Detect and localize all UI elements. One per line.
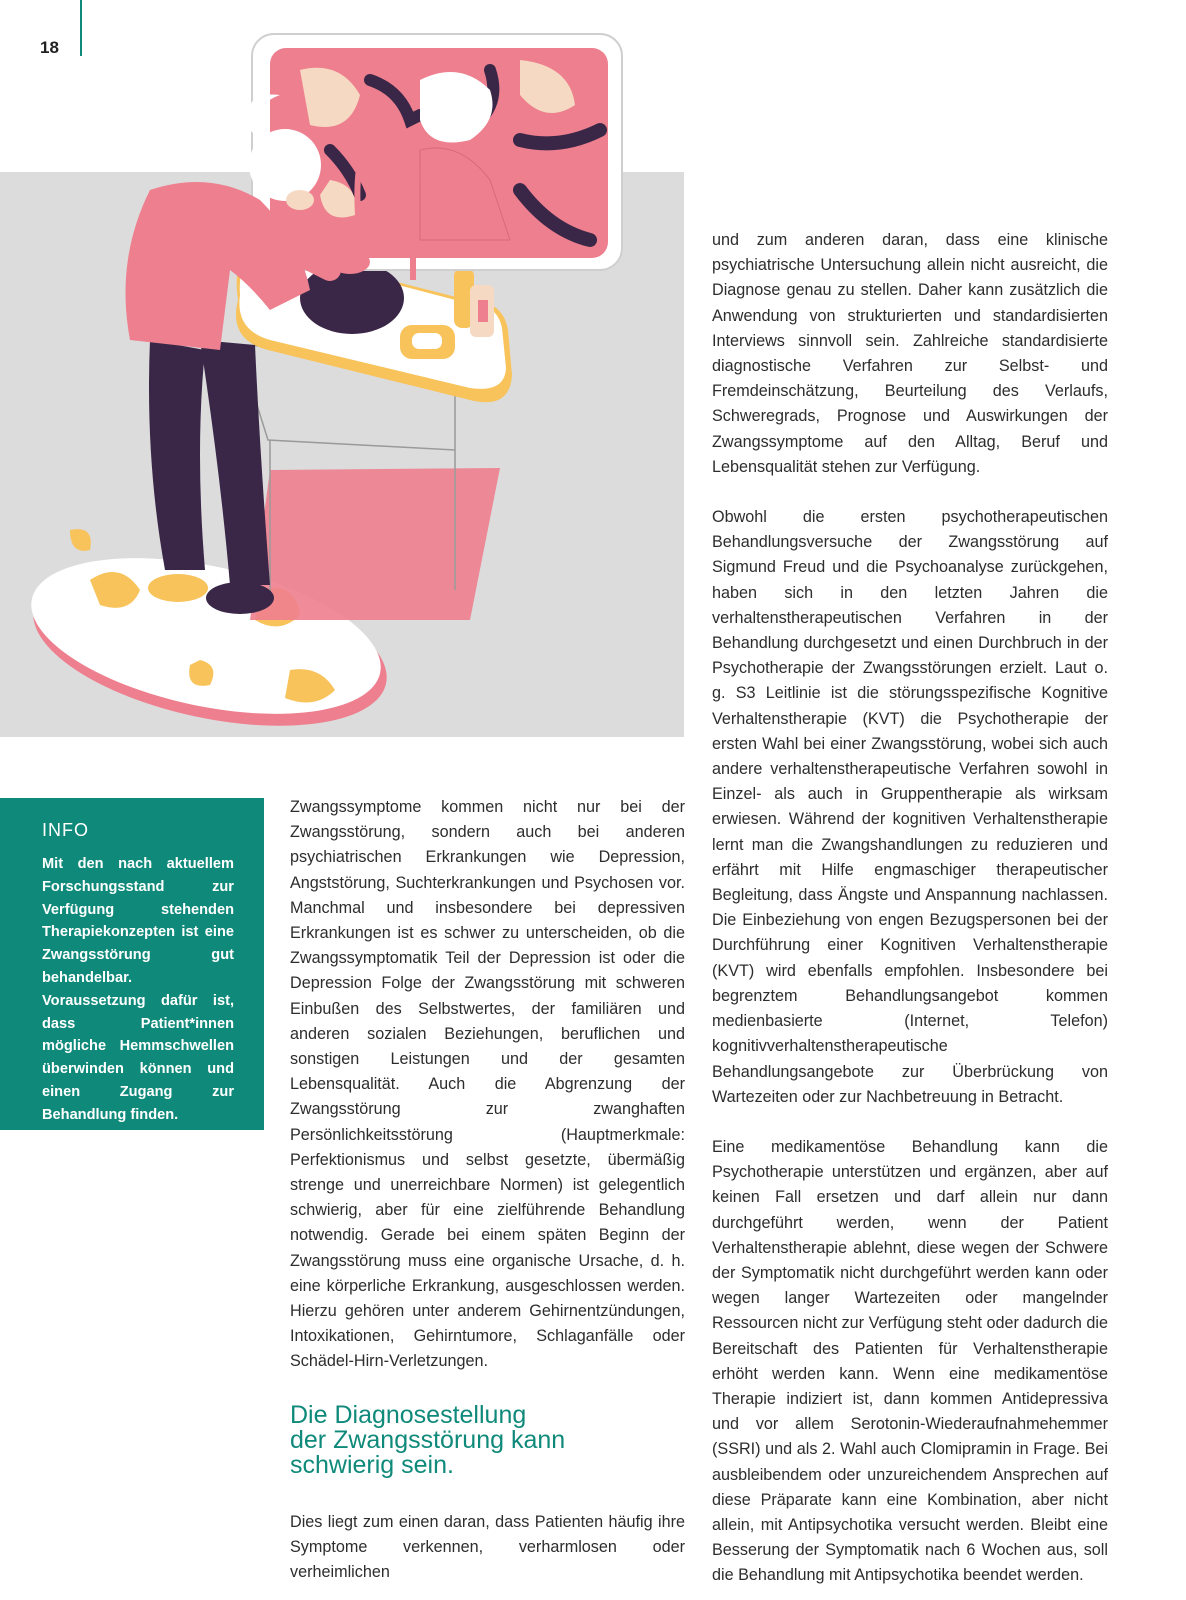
middle-column xyxy=(290,795,685,1585)
paragraph: Zwangssymptome kommen nicht nur bei der Zwangsstörung, sondern auch bei anderen psychiatrischen Erkrankungen wie Depression, Angststörung, Suchterkrankungen und Psychosen vor. Manchmal und insbesondere bei depressiven Erkrankungen ist es schwer zu unterscheiden, ob die Zwangssymptomatik Teil der Depression ist oder die Depression Folge der Zwangsstörung mit schweren Einbußen des Selbstwertes, der familiären und anderen sozialen Beziehungen, beruflichen und sonstigen Leistungen und der gesamten Lebensqualität. Auch die Abgrenzung der Zwangsstörung zur zwanghaften Persönlichkeitsstörung (Hauptmerkmale: Perfektionismus und selbst gesetzte, übermäßig strenge und unerreichbare Normen) ist gelegentlich schwierig, aber für eine zielführende Behandlung notwendig. Gerade bei einem späten Beginn der Zwangsstörung muss eine organische Ursache, d. h. eine körperliche Erkrankung, ausgeschlossen werden. Hierzu gehören unter anderem Gehirnentzündungen, Intoxikationen, Gehirntumore, Schlaganfälle oder Schädel-Hirn-Verletzungen. xyxy=(290,798,685,1371)
info-box xyxy=(0,798,264,1130)
page-number: 18 xyxy=(40,38,59,57)
info-title: INFO xyxy=(42,820,89,840)
paragraph: Dies liegt zum einen daran, dass Patienten häufig ihre Symptome verkennen, verharmlosen oder verheimlichen xyxy=(290,1512,685,1582)
paragraph: Obwohl die ersten psychotherapeutischen Behandlungsversuche der Zwangsstörung auf Sigmund Freud und die Psychoanalyse zurückgehen, haben sich in den letzten Jahren die verhaltenstherapeutischen Verfahren in der Behandlung durchgesetzt und einen Durchbruch in der Psychotherapie der Zwangsstörungen erzielt. Laut o. g. S3 Leitlinie ist die störungsspezifische Kognitive Verhaltenstherapie (KVT) die Psychotherapie der ersten Wahl bei einer Zwangsstörung, wobei sich auch andere verhaltenstherapeutische Verfahren sowohl in Einzel- als auch in Gruppentherapie als wirksam erwiesen. Während der kognitiven Verhaltenstherapie lernt man die Zwangshandlungen zu reduzieren und erfährt mit Hilfe engmaschiger therapeutischer Begleitung, dass Ängste und Anspannung nachlassen. Die Einbeziehung von engen Bezugspersonen bei der Durchführung einer Kognitiven Verhaltenstherapie (KVT) wird ebenfalls empfohlen. Insbesondere bei begrenztem Behandlungsangebot kommen medienbasierte (Internet, Telefon) kognitivverhaltenstherapeutische Behandlungsangebote zur Überbrückung von Wartezeiten oder zur Nachbetreuung in Betracht. xyxy=(712,508,1108,1106)
bathroom-illustration xyxy=(0,0,690,740)
right-column xyxy=(712,228,1108,1589)
section-heading: Die Diagnosestellung der Zwangsstörung kann schwierig sein. xyxy=(290,1400,566,1479)
paragraph: und zum anderen daran, dass eine klinische psychiatrische Untersuchung allein nicht ausreicht, die Diagnose genau zu stellen. Daher kann zusätzlich die Anwendung von strukturierten und standardisierten Interviews sinnvoll sein. Zahlreiche standardisierte diagnostische Verfahren zur Selbst- und Fremdeinschätzung, Beurteilung des Verlaufs, Schweregrads, Prognose und Auswirkungen der Zwangssymptome auf den Alltag, Beruf und Lebensqualität stehen zur Verfügung. xyxy=(712,231,1108,476)
info-text: Mit den nach aktuellem Forschungsstand zur Verfügung stehenden Therapiekonzepten ist eine Zwangsstörung gut behandelbar. Voraussetzung dafür ist, dass Patient*innen mögliche Hemmschwellen überwinden können und einen Zugang zur Behandlung finden. xyxy=(42,856,234,1123)
paragraph: Eine medikamentöse Behandlung kann die Psychotherapie unterstützen und ergänzen, aber auf keinen Fall ersetzen und darf allein nur dann durchgeführt werden, wenn der Patient Verhaltenstherapie ablehnt, diese wegen der Schwere der Symptomatik nicht durchgeführt werden kann oder wegen langer Wartezeiten oder mangelnder Ressourcen nicht zur Verfügung steht oder dadurch die Bereitschaft des Patienten für Verhaltenstherapie erhöht werden kann. Wenn eine medikamentöse Therapie indiziert ist, dann kommen Antidepressiva und vor allem Serotonin-Wiederaufnahmehemmer (SSRI) und als 2. Wahl auch Clomipramin in Frage. Bei ausbleibendem oder unzureichendem Ansprechen auf diese Präparate kann eine Kombination, aber nicht allein, mit Antipsychotika versucht werden. Bleibt eine Besserung der Symptomatik nach 6 Wochen aus, soll die Behandlung mit Antipsychotika beendet werden. xyxy=(712,1137,1108,1585)
